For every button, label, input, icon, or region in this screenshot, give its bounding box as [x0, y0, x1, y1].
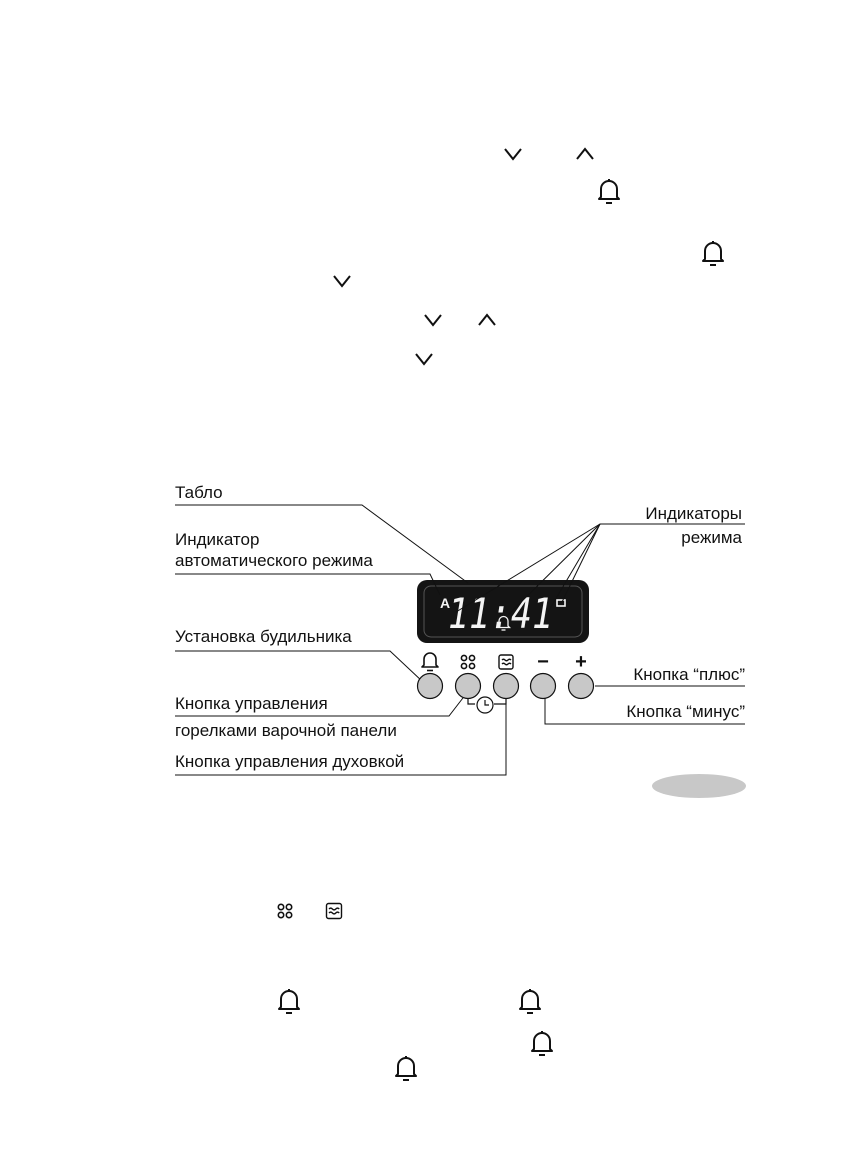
alarm-leader: [175, 651, 423, 682]
minus-button[interactable]: [531, 674, 556, 699]
oven-icon: [499, 655, 513, 669]
label-mode-indicators-line2: режима: [681, 528, 742, 547]
plus-symbol: +: [575, 651, 587, 673]
label-mode-indicators-line1: Индикаторы: [645, 504, 742, 523]
label-hob-button-line1: Кнопка управления: [175, 694, 328, 713]
hob-burners-icon: [276, 902, 294, 920]
display-time: 11:41: [448, 589, 553, 638]
label-alarm-setting: Установка будильника: [175, 627, 352, 646]
label-hob-button-line2: горелками варочной панели: [175, 721, 397, 740]
label-minus-button: Кнопка “минус”: [626, 702, 745, 721]
hob-button[interactable]: [456, 674, 481, 699]
alarm-button-bell-icon: [422, 653, 438, 671]
auto-indicator-leader: [175, 574, 440, 595]
auto-mode-letter: A: [440, 595, 451, 611]
hob-burners-icon: [461, 655, 474, 668]
bell-icon: [529, 1030, 555, 1058]
page-badge: [652, 774, 746, 798]
label-auto-indicator-line2: автоматического режима: [175, 551, 373, 570]
alarm-button[interactable]: [418, 674, 443, 699]
bell-icon: [276, 988, 302, 1016]
label-oven-button: Кнопка управления духовкой: [175, 752, 405, 771]
display-panel: [417, 580, 589, 643]
label-tablo: Табло: [175, 483, 223, 502]
label-auto-indicator-line1: Индикатор: [175, 530, 260, 549]
clock-connector: [468, 697, 506, 713]
bell-icon: [517, 988, 543, 1016]
label-plus-button: Кнопка “плюс”: [633, 665, 745, 684]
oven-button[interactable]: [494, 674, 519, 699]
minus-symbol: −: [537, 651, 549, 673]
bell-icon: [393, 1055, 419, 1083]
oven-icon: [325, 902, 343, 920]
plus-button[interactable]: [569, 674, 594, 699]
